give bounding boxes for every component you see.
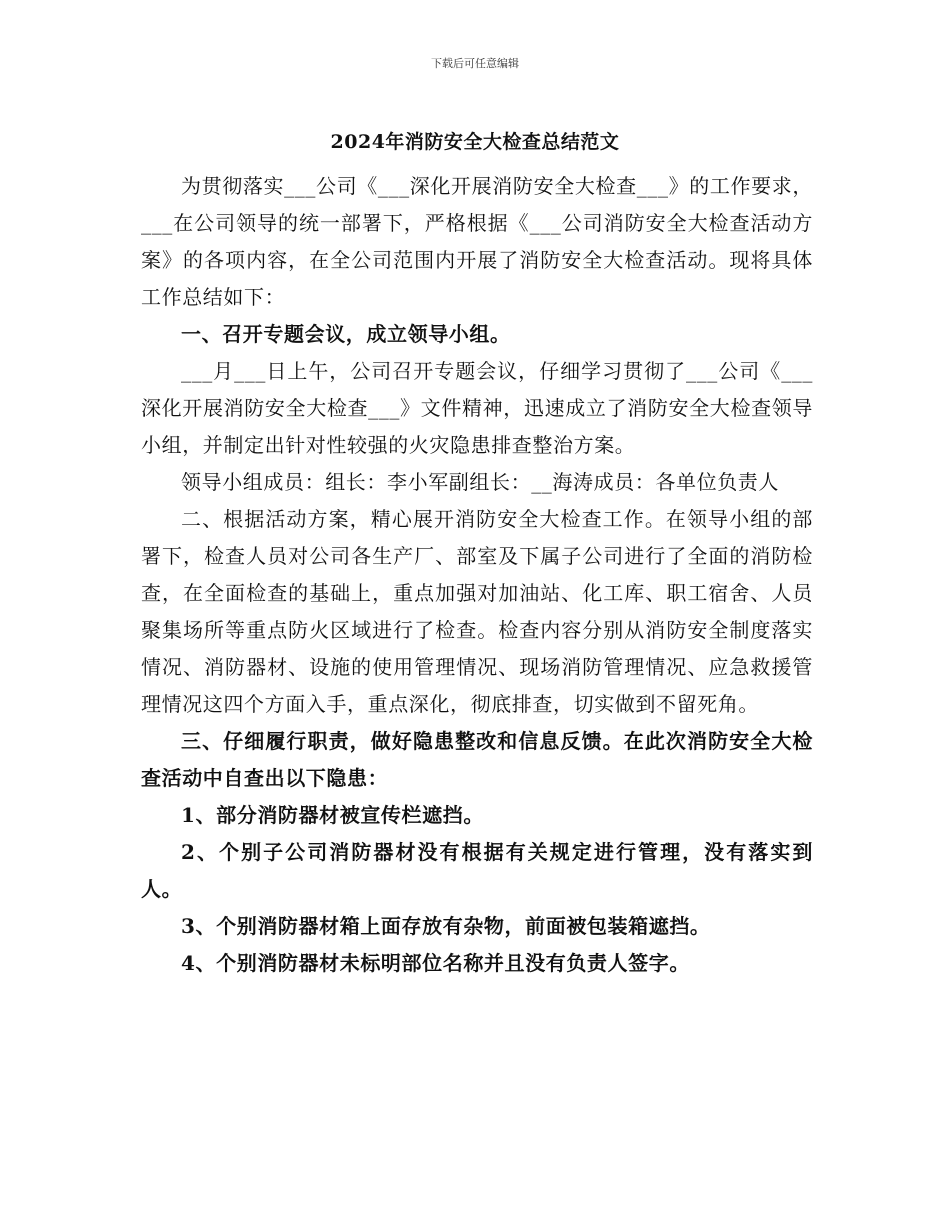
paragraph-meeting: ___月___日上午，公司召开专题会议，仔细学习贯彻了___公司《___深化开展消防安全大检查___》文件精神，迅速成立了消防安全大检查领导小组，并制定出针对性较强的火灾隐患排查整治方案。 [141, 359, 813, 457]
hazard-item-3: 3、个别消防器材箱上面存放有杂物，前面被包装箱遮挡。 [181, 914, 711, 938]
paragraph-section-2: 二、根据活动方案，精心展开消防安全大检查工作。在领导小组的部署下，检查人员对公司各生产厂、部室及下属子公司进行了全面的消防检查，在全面检查的基础上，重点加强对加油站、化工库、职工宿舍、人员聚集场所等重点防火区域进行了检查。检查内容分别从消防安全制度落实情况、消防器材、设施的使用管理情况、现场消防管理情况、应急救援管理情况这四个方面入手，重点深化，彻底排查，切实做到不留死角。 [141, 507, 813, 716]
header-note: 下载后可任意编辑 [431, 57, 519, 70]
section-heading-1: 一、召开专题会议，成立领导小组。 [181, 322, 511, 346]
document-body [141, 168, 813, 982]
hazard-item-4: 4、个别消防器材未标明部位名称并且没有负责人签字。 [181, 951, 690, 975]
hazard-item-1: 1、部分消防器材被宣传栏遮挡。 [181, 803, 484, 827]
paragraph-intro: 为贯彻落实___公司《___深化开展消防安全大检查___》的工作要求，___在公司领导的统一部署下，严格根据《___公司消防安全大检查活动方案》的各项内容，在全公司范围内开展了消防安全大检查活动。现将具体工作总结如下： [141, 174, 813, 309]
hazard-item-2: 2、个别子公司消防器材没有根据有关规定进行管理，没有落实到人。 [141, 840, 813, 901]
section-heading-3: 三、仔细履行职责，做好隐患整改和信息反馈。在此次消防安全大检查活动中自查出以下隐患： [141, 729, 813, 790]
paragraph-members: 领导小组成员：组长：李小军副组长：__海涛成员：各单位负责人 [181, 470, 779, 494]
document-title: 2024年消防安全大检查总结范文 [330, 131, 620, 153]
